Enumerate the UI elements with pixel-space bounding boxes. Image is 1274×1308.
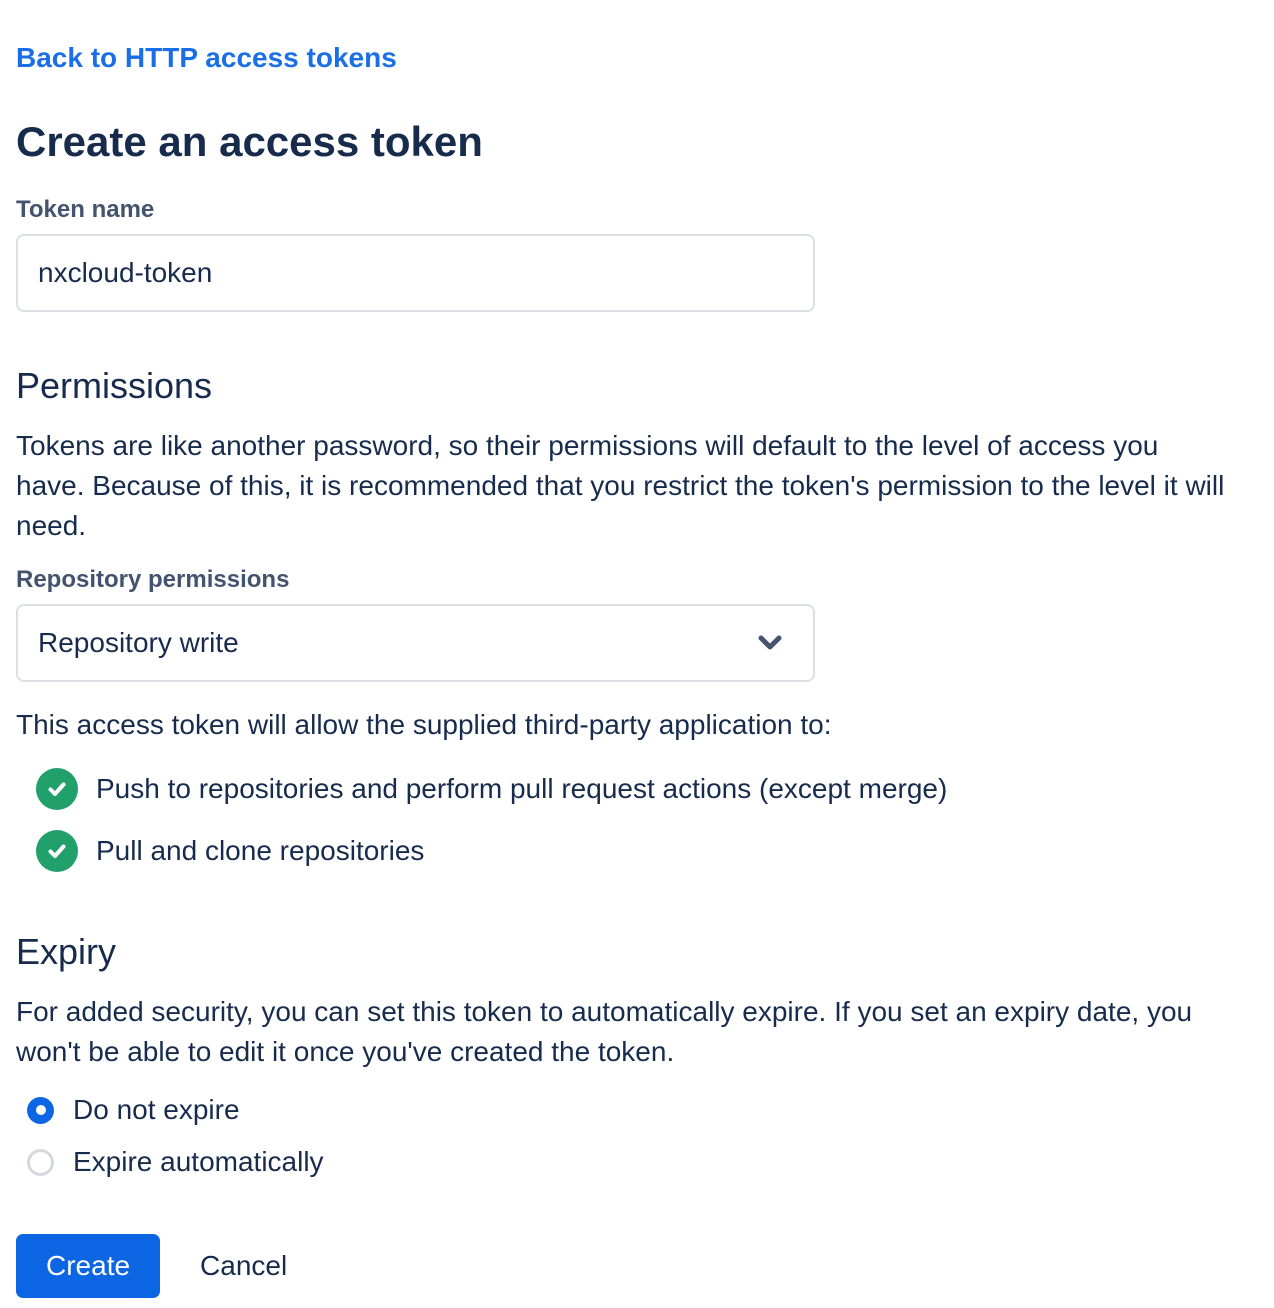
token-name-label: Token name xyxy=(16,196,155,223)
form-actions xyxy=(16,1234,1258,1298)
allow-intro-text: This access token will allow the supplied third-party application to: xyxy=(16,709,832,740)
capability-row xyxy=(36,830,1258,872)
expiry-description: For added security, you can set this token to automatically expire. If you set an expiry date, you won't be able to edit it once you've created the token. xyxy=(16,996,1193,1067)
radio-option-do-not-expire[interactable] xyxy=(27,1094,1258,1126)
expiry-heading: Expiry xyxy=(16,931,117,972)
radio-option-expire-automatically[interactable] xyxy=(27,1146,1258,1178)
permissions-heading: Permissions xyxy=(16,365,213,406)
radio-selected-icon[interactable] xyxy=(27,1097,54,1124)
check-circle-icon xyxy=(36,768,78,810)
capability-label-push: Push to repositories and perform pull request actions (except merge) xyxy=(96,773,948,804)
capability-row xyxy=(36,768,1258,810)
check-circle-icon xyxy=(36,830,78,872)
token-name-input[interactable] xyxy=(16,234,815,312)
back-to-http-access-tokens-link[interactable]: Back to HTTP access tokens xyxy=(16,42,397,73)
radio-label-do-not-expire: Do not expire xyxy=(73,1094,240,1125)
permissions-description: Tokens are like another password, so their permissions will default to the level of access you have. Because of this, it is recommended that you restrict the token's permission to the level it will need. xyxy=(16,430,1225,541)
chevron-down-icon xyxy=(753,631,787,655)
radio-label-expire-automatically: Expire automatically xyxy=(73,1146,324,1177)
repository-permissions-selected-value: Repository write xyxy=(38,627,239,658)
repository-permissions-label: Repository permissions xyxy=(16,566,290,593)
radio-unselected-icon[interactable] xyxy=(27,1149,54,1176)
create-button[interactable]: Create xyxy=(16,1234,160,1298)
cancel-button[interactable]: Cancel xyxy=(180,1234,307,1298)
repository-permissions-select[interactable] xyxy=(16,604,815,682)
page-title: Create an access token xyxy=(16,118,483,165)
capability-label-pull: Pull and clone repositories xyxy=(96,835,425,866)
